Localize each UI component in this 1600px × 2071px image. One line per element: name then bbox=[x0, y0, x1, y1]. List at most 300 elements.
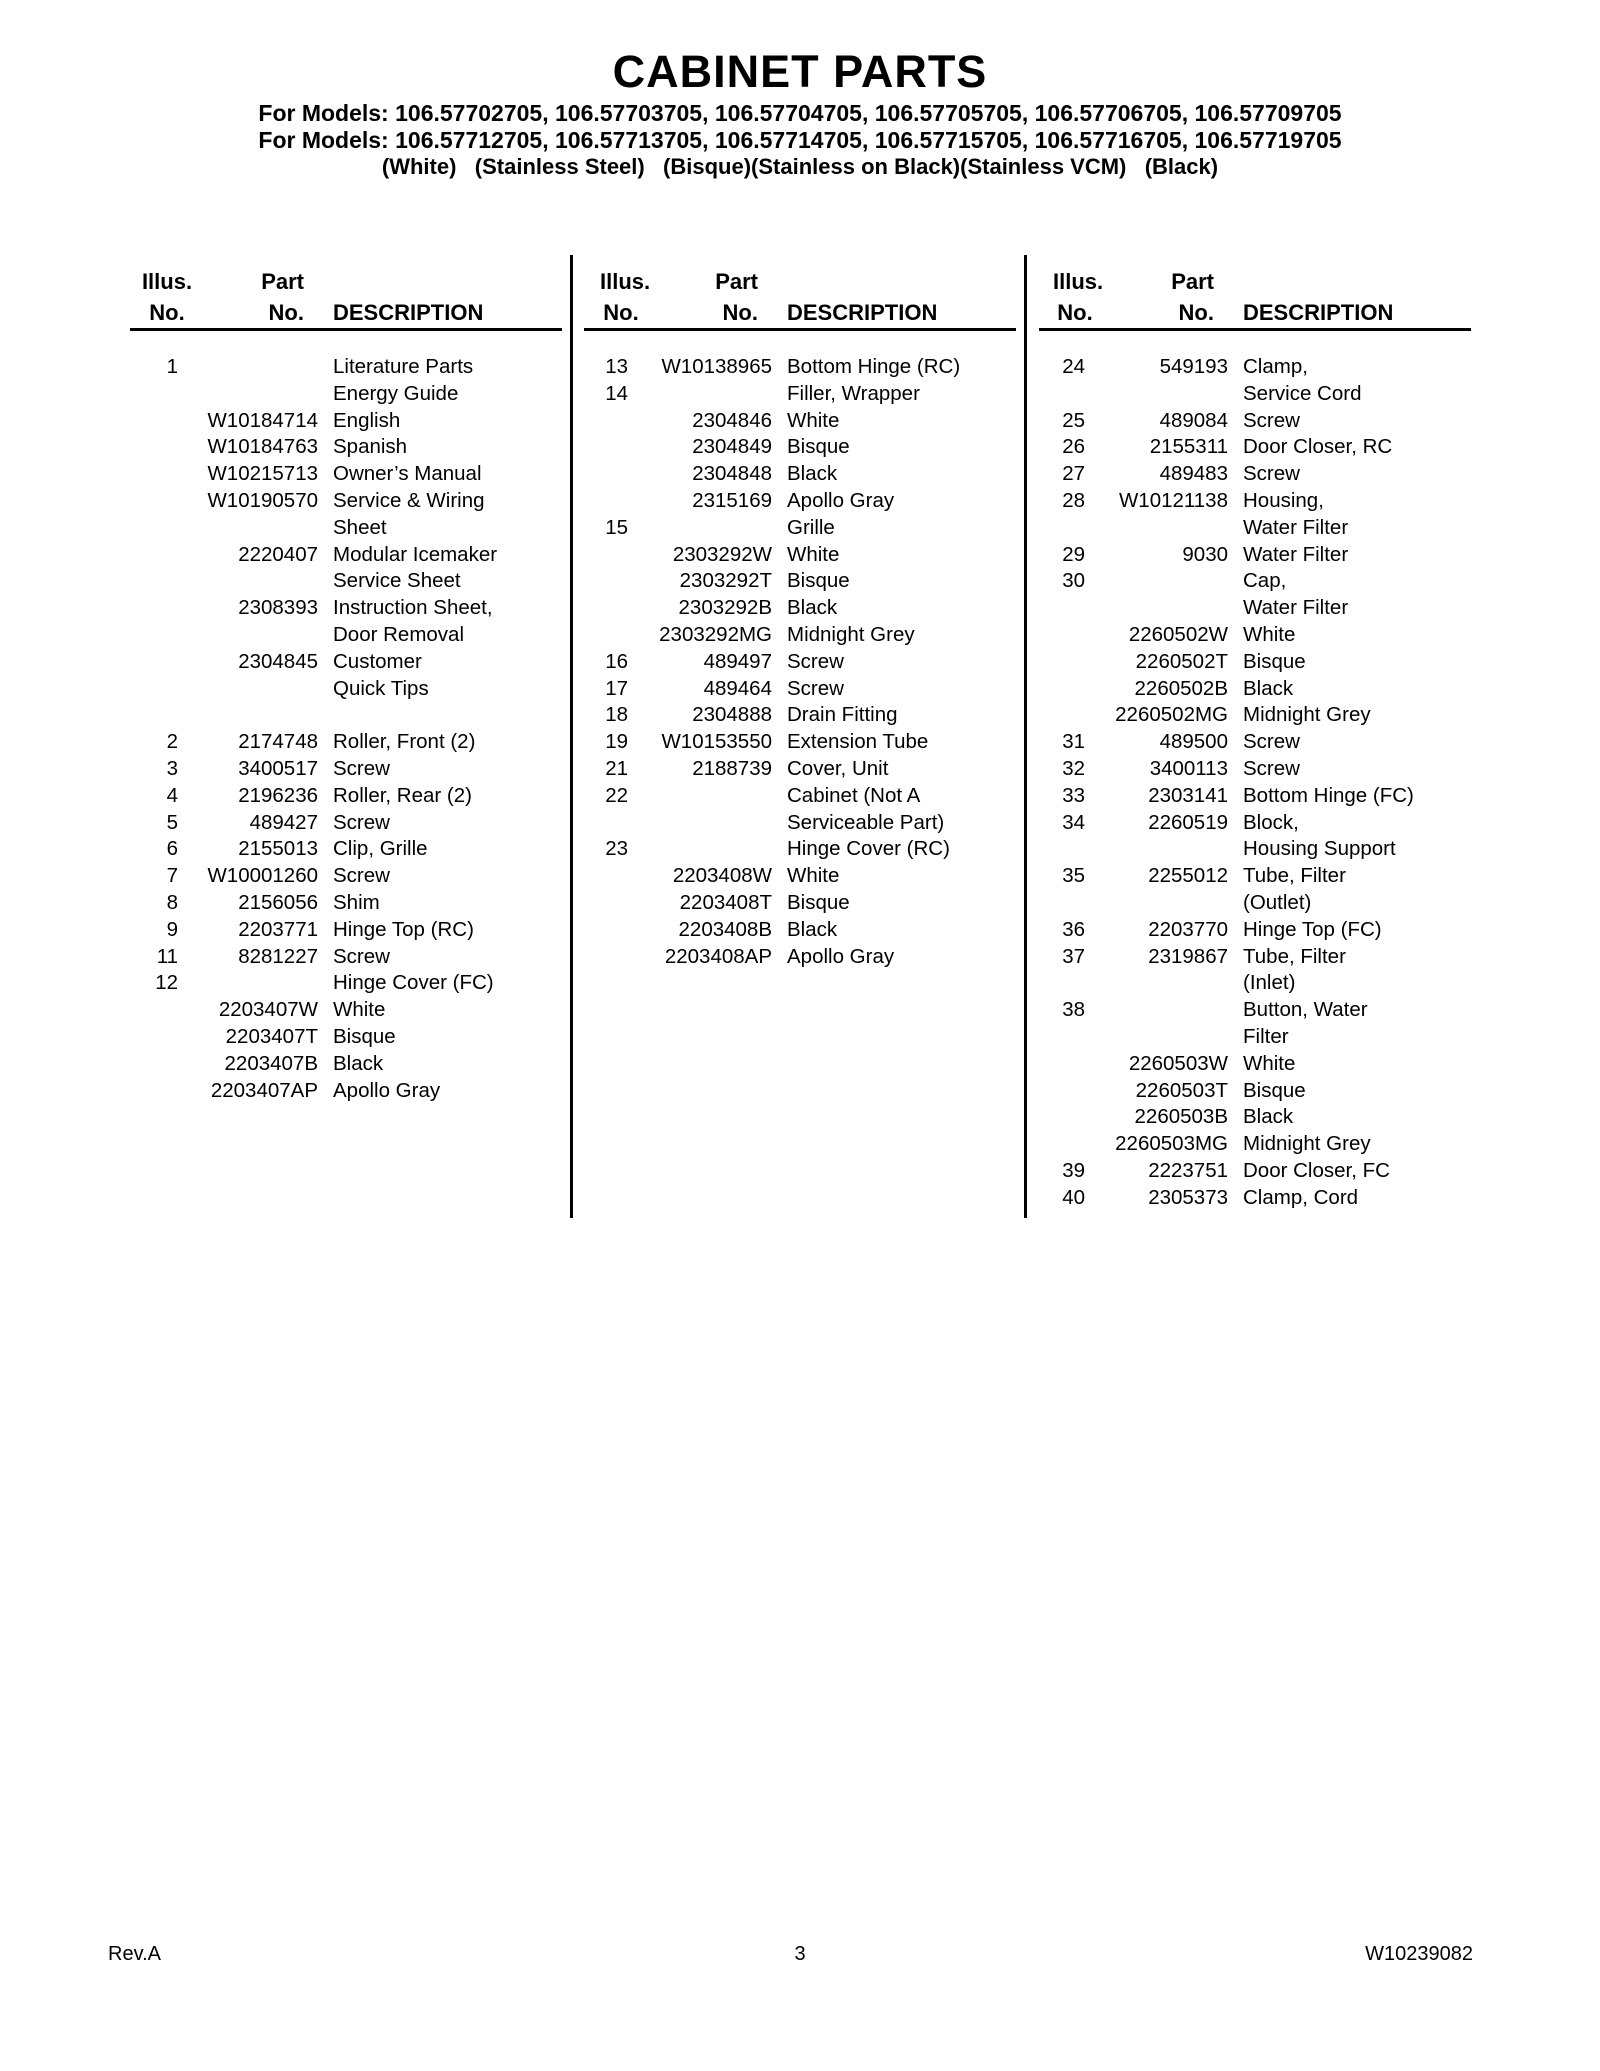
table-row bbox=[100, 381, 562, 408]
table-row bbox=[1041, 729, 1473, 756]
table-row bbox=[100, 1078, 562, 1105]
table-row bbox=[1041, 1131, 1473, 1158]
table-row bbox=[1041, 595, 1473, 622]
part-no-cell: 2303141 bbox=[1148, 783, 1228, 807]
table-row bbox=[586, 649, 1016, 676]
illus-no-cell: 31 bbox=[1062, 730, 1085, 754]
no-label: No. bbox=[1057, 300, 1093, 325]
table-row bbox=[100, 542, 562, 569]
description-header: DESCRIPTION bbox=[787, 300, 938, 325]
description-cell: Sheet bbox=[333, 515, 387, 539]
description-cell: Button, Water bbox=[1243, 998, 1368, 1022]
part-no-cell bbox=[1085, 568, 1228, 595]
illus-no-header bbox=[128, 266, 206, 328]
part-no-cell: W10153550 bbox=[661, 730, 772, 754]
part-no-cell: 489500 bbox=[1159, 730, 1228, 754]
description-cell: Tube, Filter bbox=[1243, 944, 1346, 968]
part-no-cell: 2260519 bbox=[1148, 810, 1228, 834]
part-no-cell bbox=[178, 676, 318, 703]
part-no-cell: W10001260 bbox=[207, 864, 318, 888]
part-no-cell: 2319867 bbox=[1148, 944, 1228, 968]
table-row bbox=[1041, 1104, 1473, 1131]
footer-document-number: W10239082 bbox=[1365, 1943, 1473, 1965]
illus-no-cell bbox=[100, 649, 178, 676]
table-row bbox=[100, 917, 562, 944]
illus-no-header bbox=[1053, 266, 1104, 328]
description-cell: Customer bbox=[333, 649, 422, 673]
part-no-cell bbox=[1085, 381, 1228, 408]
illus-no-cell bbox=[100, 542, 178, 569]
part-no-cell: 2303292MG bbox=[659, 622, 772, 646]
table-row bbox=[586, 756, 1016, 783]
table-row bbox=[586, 702, 1016, 729]
illus-no-cell: 28 bbox=[1062, 488, 1085, 512]
part-no-cell: 2260503MG bbox=[1115, 1132, 1228, 1156]
illus-no-cell bbox=[586, 408, 628, 435]
part-no-cell bbox=[178, 568, 318, 595]
part-no-cell: 2203407AP bbox=[210, 1078, 318, 1102]
illus-no-cell bbox=[586, 595, 628, 622]
description-cell: White bbox=[787, 864, 840, 888]
description-cell: Black bbox=[787, 917, 838, 941]
illus-no-cell: 15 bbox=[605, 515, 628, 539]
part-no-cell: W10215713 bbox=[207, 462, 318, 486]
part-no-cell: 2203407W bbox=[218, 998, 318, 1022]
table-row bbox=[586, 863, 1016, 890]
description-cell: Black bbox=[787, 596, 838, 620]
illus-no-cell: 16 bbox=[605, 649, 628, 673]
illus-no-cell bbox=[100, 595, 178, 622]
finishes-line: (White) (Stainless Steel) (Bisque)(Stainless on Black)(Stainless VCM) (Black) bbox=[381, 154, 1219, 179]
part-no-cell: 2203407T bbox=[225, 1024, 318, 1048]
table-row bbox=[586, 461, 1016, 488]
description-cell: Grille bbox=[787, 515, 835, 539]
description-cell: Black bbox=[1243, 676, 1294, 700]
table-row bbox=[1041, 970, 1473, 997]
illus-no-cell bbox=[586, 944, 628, 971]
description-cell: Water Filter bbox=[1243, 542, 1349, 566]
part-no-cell: 489084 bbox=[1159, 408, 1228, 432]
description-cell: Hinge Top (RC) bbox=[333, 917, 474, 941]
part-no-cell: 489427 bbox=[249, 810, 318, 834]
illus-no-cell bbox=[1041, 622, 1085, 649]
part-no-cell: 2203770 bbox=[1148, 917, 1228, 941]
illus-no-cell bbox=[586, 434, 628, 461]
table-row bbox=[100, 890, 562, 917]
description-cell: Water Filter bbox=[1243, 515, 1349, 539]
part-no-cell: 2155311 bbox=[1149, 435, 1228, 459]
part-no-cell: 489483 bbox=[1159, 462, 1228, 486]
description-cell bbox=[318, 702, 562, 729]
part-no-cell bbox=[628, 836, 772, 863]
illus-no-cell: 4 bbox=[166, 783, 178, 807]
no-label: No. bbox=[603, 300, 639, 325]
table-row bbox=[1041, 1078, 1473, 1105]
part-no-cell: 2203408W bbox=[672, 864, 772, 888]
table-row bbox=[1041, 515, 1473, 542]
illus-no-cell bbox=[586, 488, 628, 515]
illus-no-cell bbox=[1041, 1078, 1085, 1105]
illus-no-cell bbox=[1041, 676, 1085, 703]
description-cell: White bbox=[787, 408, 840, 432]
illus-no-cell: 30 bbox=[1062, 569, 1085, 593]
illus-no-cell bbox=[100, 622, 178, 649]
table-row bbox=[1041, 354, 1473, 381]
no-label: No. bbox=[268, 300, 304, 325]
illus-no-cell bbox=[586, 890, 628, 917]
illus-no-cell bbox=[586, 461, 628, 488]
part-no-cell: 2203408T bbox=[679, 890, 772, 914]
header-rule bbox=[584, 328, 1016, 331]
parts-column-2 bbox=[586, 258, 1016, 970]
part-no-cell: 2156056 bbox=[238, 890, 318, 914]
table-row bbox=[1041, 1024, 1473, 1051]
illus-no-cell: 23 bbox=[605, 837, 628, 861]
table-row bbox=[586, 595, 1016, 622]
table-row bbox=[1041, 461, 1473, 488]
part-no-cell bbox=[178, 970, 318, 997]
description-cell: Filler, Wrapper bbox=[787, 381, 920, 405]
part-no-cell bbox=[178, 702, 318, 729]
part-no-cell: 2260502B bbox=[1134, 676, 1228, 700]
description-cell: Bottom Hinge (FC) bbox=[1243, 783, 1414, 807]
description-cell: Spanish bbox=[333, 435, 408, 459]
description-cell: Hinge Cover (FC) bbox=[333, 971, 494, 995]
table-row bbox=[100, 408, 562, 435]
header-rule bbox=[130, 328, 562, 331]
table-row bbox=[1041, 622, 1473, 649]
part-no-cell bbox=[628, 381, 772, 408]
description-cell: Bisque bbox=[787, 569, 850, 593]
page-title: CABINET PARTS bbox=[612, 46, 988, 97]
illus-no-cell bbox=[586, 568, 628, 595]
illus-no-cell bbox=[1041, 381, 1085, 408]
description-cell: Screw bbox=[787, 649, 844, 673]
illus-no-cell bbox=[100, 702, 178, 729]
illus-no-cell: 12 bbox=[155, 971, 178, 995]
table-row bbox=[586, 622, 1016, 649]
description-cell: Screw bbox=[333, 864, 390, 888]
description-cell: Bisque bbox=[787, 435, 850, 459]
part-no-cell: 8281227 bbox=[238, 944, 318, 968]
part-no-cell: 2315169 bbox=[692, 488, 772, 512]
illus-no-cell: 17 bbox=[605, 676, 628, 700]
table-row bbox=[100, 676, 562, 703]
part-no-cell: 2260502T bbox=[1135, 649, 1228, 673]
part-no-header bbox=[1085, 266, 1228, 328]
description-cell: Screw bbox=[1243, 730, 1300, 754]
description-cell: Clamp, bbox=[1243, 355, 1308, 378]
models-line-1: For Models: 106.57702705, 106.57703705, 106.57704705, 106.57705705, 106.57706705, 106.57709705 bbox=[258, 100, 1342, 126]
no-label: No. bbox=[149, 300, 185, 325]
illus-no-cell: 1 bbox=[166, 355, 178, 378]
illus-no-cell: 25 bbox=[1062, 408, 1085, 432]
table-row bbox=[100, 354, 562, 381]
parts-column-3 bbox=[1041, 258, 1473, 1212]
table-row bbox=[100, 595, 562, 622]
column-header bbox=[586, 258, 1016, 328]
illus-no-cell: 35 bbox=[1062, 864, 1085, 888]
part-no-cell: 2203771 bbox=[238, 917, 318, 941]
table-row bbox=[1041, 408, 1473, 435]
table-row bbox=[1041, 434, 1473, 461]
description-cell: Tube, Filter bbox=[1243, 864, 1346, 888]
description-cell: Roller, Rear (2) bbox=[333, 783, 472, 807]
illus-no-cell: 24 bbox=[1062, 355, 1085, 378]
description-cell: Door Closer, RC bbox=[1243, 435, 1393, 459]
description-cell: Water Filter bbox=[1243, 596, 1349, 620]
description-cell: Screw bbox=[1243, 408, 1300, 432]
description-cell: Apollo Gray bbox=[787, 488, 895, 512]
illus-no-cell: 29 bbox=[1062, 542, 1085, 566]
illus-label: Illus. bbox=[1053, 269, 1104, 294]
table-row bbox=[1041, 783, 1473, 810]
part-no-cell: 2304845 bbox=[238, 649, 318, 673]
table-row bbox=[1041, 488, 1473, 515]
description-cell: Screw bbox=[333, 810, 390, 834]
table-row bbox=[1041, 542, 1473, 569]
part-no-cell: 2260502W bbox=[1128, 622, 1228, 646]
part-no-cell: W10184714 bbox=[207, 408, 318, 432]
models-line-2: For Models: 106.57712705, 106.57713705, 106.57714705, 106.57715705, 106.57716705, 106.57719705 bbox=[258, 127, 1342, 153]
part-no-cell: 2305373 bbox=[1148, 1185, 1228, 1209]
table-row bbox=[586, 568, 1016, 595]
table-row bbox=[586, 944, 1016, 971]
description-cell: Screw bbox=[787, 676, 844, 700]
table-row bbox=[1041, 756, 1473, 783]
illus-no-cell: 14 bbox=[605, 381, 628, 405]
part-no-cell bbox=[1085, 1024, 1228, 1051]
illus-no-cell: 7 bbox=[166, 864, 178, 888]
illus-no-cell: 6 bbox=[166, 837, 178, 861]
part-no-cell: W10190570 bbox=[207, 488, 318, 512]
illus-no-header bbox=[600, 266, 651, 328]
table-row bbox=[586, 434, 1016, 461]
part-label: Part bbox=[1171, 269, 1214, 294]
description-cell: Literature Parts bbox=[333, 355, 474, 378]
column-header bbox=[1041, 258, 1473, 328]
table-row bbox=[1041, 890, 1473, 917]
illus-no-cell: 38 bbox=[1062, 998, 1085, 1022]
part-no-cell bbox=[1085, 595, 1228, 622]
illus-no-cell bbox=[100, 1078, 178, 1105]
description-cell: Modular Icemaker bbox=[333, 542, 498, 566]
description-cell: Cover, Unit bbox=[787, 756, 889, 780]
table-row bbox=[1041, 997, 1473, 1024]
description-cell: Hinge Top (FC) bbox=[1243, 917, 1382, 941]
table-row bbox=[100, 944, 562, 971]
part-no-cell: W10121138 bbox=[1118, 488, 1228, 512]
description-cell: Bisque bbox=[333, 1024, 396, 1048]
description-cell: English bbox=[333, 408, 401, 432]
illus-no-cell bbox=[1041, 515, 1085, 542]
table-row bbox=[1041, 649, 1473, 676]
description-cell: Service Cord bbox=[1243, 381, 1362, 405]
part-no-cell bbox=[178, 622, 318, 649]
table-row bbox=[100, 1024, 562, 1051]
part-no-cell: 2304846 bbox=[692, 408, 772, 432]
illus-no-cell bbox=[1041, 836, 1085, 863]
illus-label: Illus. bbox=[141, 269, 193, 294]
table-row bbox=[586, 542, 1016, 569]
description-cell: White bbox=[1243, 1051, 1296, 1075]
description-cell: Bisque bbox=[1243, 649, 1306, 673]
description-header: DESCRIPTION bbox=[333, 300, 484, 325]
table-row bbox=[586, 810, 1016, 837]
no-label: No. bbox=[1178, 300, 1214, 325]
illus-no-cell: 13 bbox=[605, 355, 628, 378]
part-no-cell: 2303292B bbox=[678, 596, 772, 620]
illus-no-cell bbox=[1041, 702, 1085, 729]
table-row bbox=[586, 890, 1016, 917]
part-no-cell: 2260503T bbox=[1135, 1078, 1228, 1102]
description-cell: Energy Guide bbox=[333, 381, 459, 405]
description-cell: Hinge Cover (RC) bbox=[787, 837, 950, 861]
illus-no-cell bbox=[100, 461, 178, 488]
table-row bbox=[1041, 836, 1473, 863]
table-row bbox=[1041, 1185, 1473, 1212]
part-no-cell: 2203408B bbox=[678, 917, 772, 941]
table-row bbox=[1041, 810, 1473, 837]
illus-no-cell: 11 bbox=[156, 944, 178, 968]
part-no-cell: 2203407B bbox=[224, 1051, 318, 1075]
table-row bbox=[100, 622, 562, 649]
part-no-cell: W10184763 bbox=[207, 435, 318, 459]
illus-no-cell: 34 bbox=[1062, 810, 1085, 834]
table-row bbox=[586, 515, 1016, 542]
description-cell: Block, bbox=[1243, 810, 1299, 834]
description-cell: Instruction Sheet, bbox=[333, 596, 493, 620]
part-no-cell: 2303292T bbox=[679, 569, 772, 593]
part-no-cell: 2308393 bbox=[238, 596, 318, 620]
illus-no-cell bbox=[586, 542, 628, 569]
part-no-cell bbox=[178, 354, 318, 381]
part-no-cell: 2155013 bbox=[238, 837, 318, 861]
description-cell: Midnight Grey bbox=[1243, 703, 1371, 727]
description-cell: Apollo Gray bbox=[787, 944, 895, 968]
description-cell: Clip, Grille bbox=[333, 837, 428, 861]
part-no-cell: 2303292W bbox=[672, 542, 772, 566]
description-cell: Drain Fitting bbox=[787, 703, 898, 727]
description-cell: Screw bbox=[1243, 756, 1300, 780]
table-row bbox=[586, 729, 1016, 756]
table-row bbox=[100, 970, 562, 997]
illus-no-cell bbox=[100, 381, 178, 408]
illus-no-cell bbox=[1041, 649, 1085, 676]
description-cell: Black bbox=[787, 462, 838, 486]
description-cell: Apollo Gray bbox=[333, 1078, 441, 1102]
part-no-cell bbox=[1085, 515, 1228, 542]
description-cell: Midnight Grey bbox=[1243, 1132, 1371, 1156]
description-cell: Door Closer, FC bbox=[1243, 1158, 1390, 1182]
illus-no-cell: 9 bbox=[166, 917, 178, 941]
illus-no-cell bbox=[100, 515, 178, 542]
table-row bbox=[100, 568, 562, 595]
part-label: Part bbox=[261, 269, 304, 294]
description-cell: Cabinet (Not A bbox=[787, 783, 921, 807]
parts-column-1 bbox=[100, 258, 562, 1104]
description-cell: Door Removal bbox=[333, 622, 465, 646]
illus-no-cell bbox=[1041, 970, 1085, 997]
illus-no-cell: 8 bbox=[166, 890, 178, 914]
illus-no-cell bbox=[100, 568, 178, 595]
table-row bbox=[100, 756, 562, 783]
parts-rows bbox=[1041, 354, 1473, 1212]
table-row bbox=[1041, 1051, 1473, 1078]
description-header: DESCRIPTION bbox=[1243, 300, 1394, 325]
part-no-cell bbox=[628, 783, 772, 810]
illus-no-cell: 37 bbox=[1062, 944, 1085, 968]
column-header bbox=[100, 258, 562, 328]
part-no-cell: 2304888 bbox=[692, 703, 772, 727]
illus-no-cell bbox=[1041, 1131, 1085, 1158]
illus-no-cell bbox=[1041, 595, 1085, 622]
part-no-cell bbox=[1085, 836, 1228, 863]
table-row bbox=[100, 836, 562, 863]
description-cell: Screw bbox=[333, 944, 390, 968]
table-row bbox=[586, 676, 1016, 703]
illus-no-cell bbox=[586, 917, 628, 944]
description-cell: Housing, bbox=[1243, 488, 1324, 512]
illus-no-cell: 36 bbox=[1062, 917, 1085, 941]
table-row bbox=[100, 1051, 562, 1078]
description-cell: Extension Tube bbox=[787, 730, 929, 754]
table-row bbox=[1041, 381, 1473, 408]
illus-no-cell: 40 bbox=[1062, 1185, 1085, 1209]
part-no-cell: W10138965 bbox=[661, 355, 772, 378]
table-row bbox=[100, 649, 562, 676]
description-cell: Owner’s Manual bbox=[333, 462, 482, 486]
table-row bbox=[586, 836, 1016, 863]
table-row bbox=[586, 354, 1016, 381]
illus-no-cell bbox=[100, 1051, 178, 1078]
table-row bbox=[586, 381, 1016, 408]
description-cell: White bbox=[1243, 622, 1296, 646]
illus-no-cell bbox=[100, 434, 178, 461]
description-cell: Serviceable Part) bbox=[787, 810, 945, 834]
table-row bbox=[100, 434, 562, 461]
column-divider-2 bbox=[1024, 255, 1027, 1218]
illus-no-cell bbox=[1041, 1024, 1085, 1051]
part-no-cell: 2304849 bbox=[692, 435, 772, 459]
illus-no-cell bbox=[100, 997, 178, 1024]
table-row bbox=[586, 408, 1016, 435]
illus-no-cell bbox=[1041, 890, 1085, 917]
table-row bbox=[586, 783, 1016, 810]
table-row bbox=[1041, 676, 1473, 703]
illus-no-cell bbox=[1041, 1051, 1085, 1078]
table-row bbox=[1041, 1158, 1473, 1185]
table-row bbox=[1041, 702, 1473, 729]
description-cell: Black bbox=[1243, 1105, 1294, 1129]
description-cell: White bbox=[787, 542, 840, 566]
illus-no-cell bbox=[1041, 1104, 1085, 1131]
description-cell: Roller, Front (2) bbox=[333, 730, 476, 754]
description-cell: Filter bbox=[1243, 1024, 1289, 1048]
illus-no-cell: 32 bbox=[1062, 756, 1085, 780]
illus-no-cell bbox=[586, 810, 628, 837]
description-cell: Bisque bbox=[1243, 1078, 1306, 1102]
description-cell: Shim bbox=[333, 890, 380, 914]
table-row bbox=[100, 461, 562, 488]
part-no-cell bbox=[1085, 970, 1228, 997]
illus-no-cell: 18 bbox=[605, 703, 628, 727]
table-row bbox=[1041, 568, 1473, 595]
parts-rows bbox=[586, 354, 1016, 970]
table-row bbox=[100, 702, 562, 729]
illus-no-cell: 39 bbox=[1062, 1158, 1085, 1182]
part-no-cell: 3400517 bbox=[238, 756, 318, 780]
